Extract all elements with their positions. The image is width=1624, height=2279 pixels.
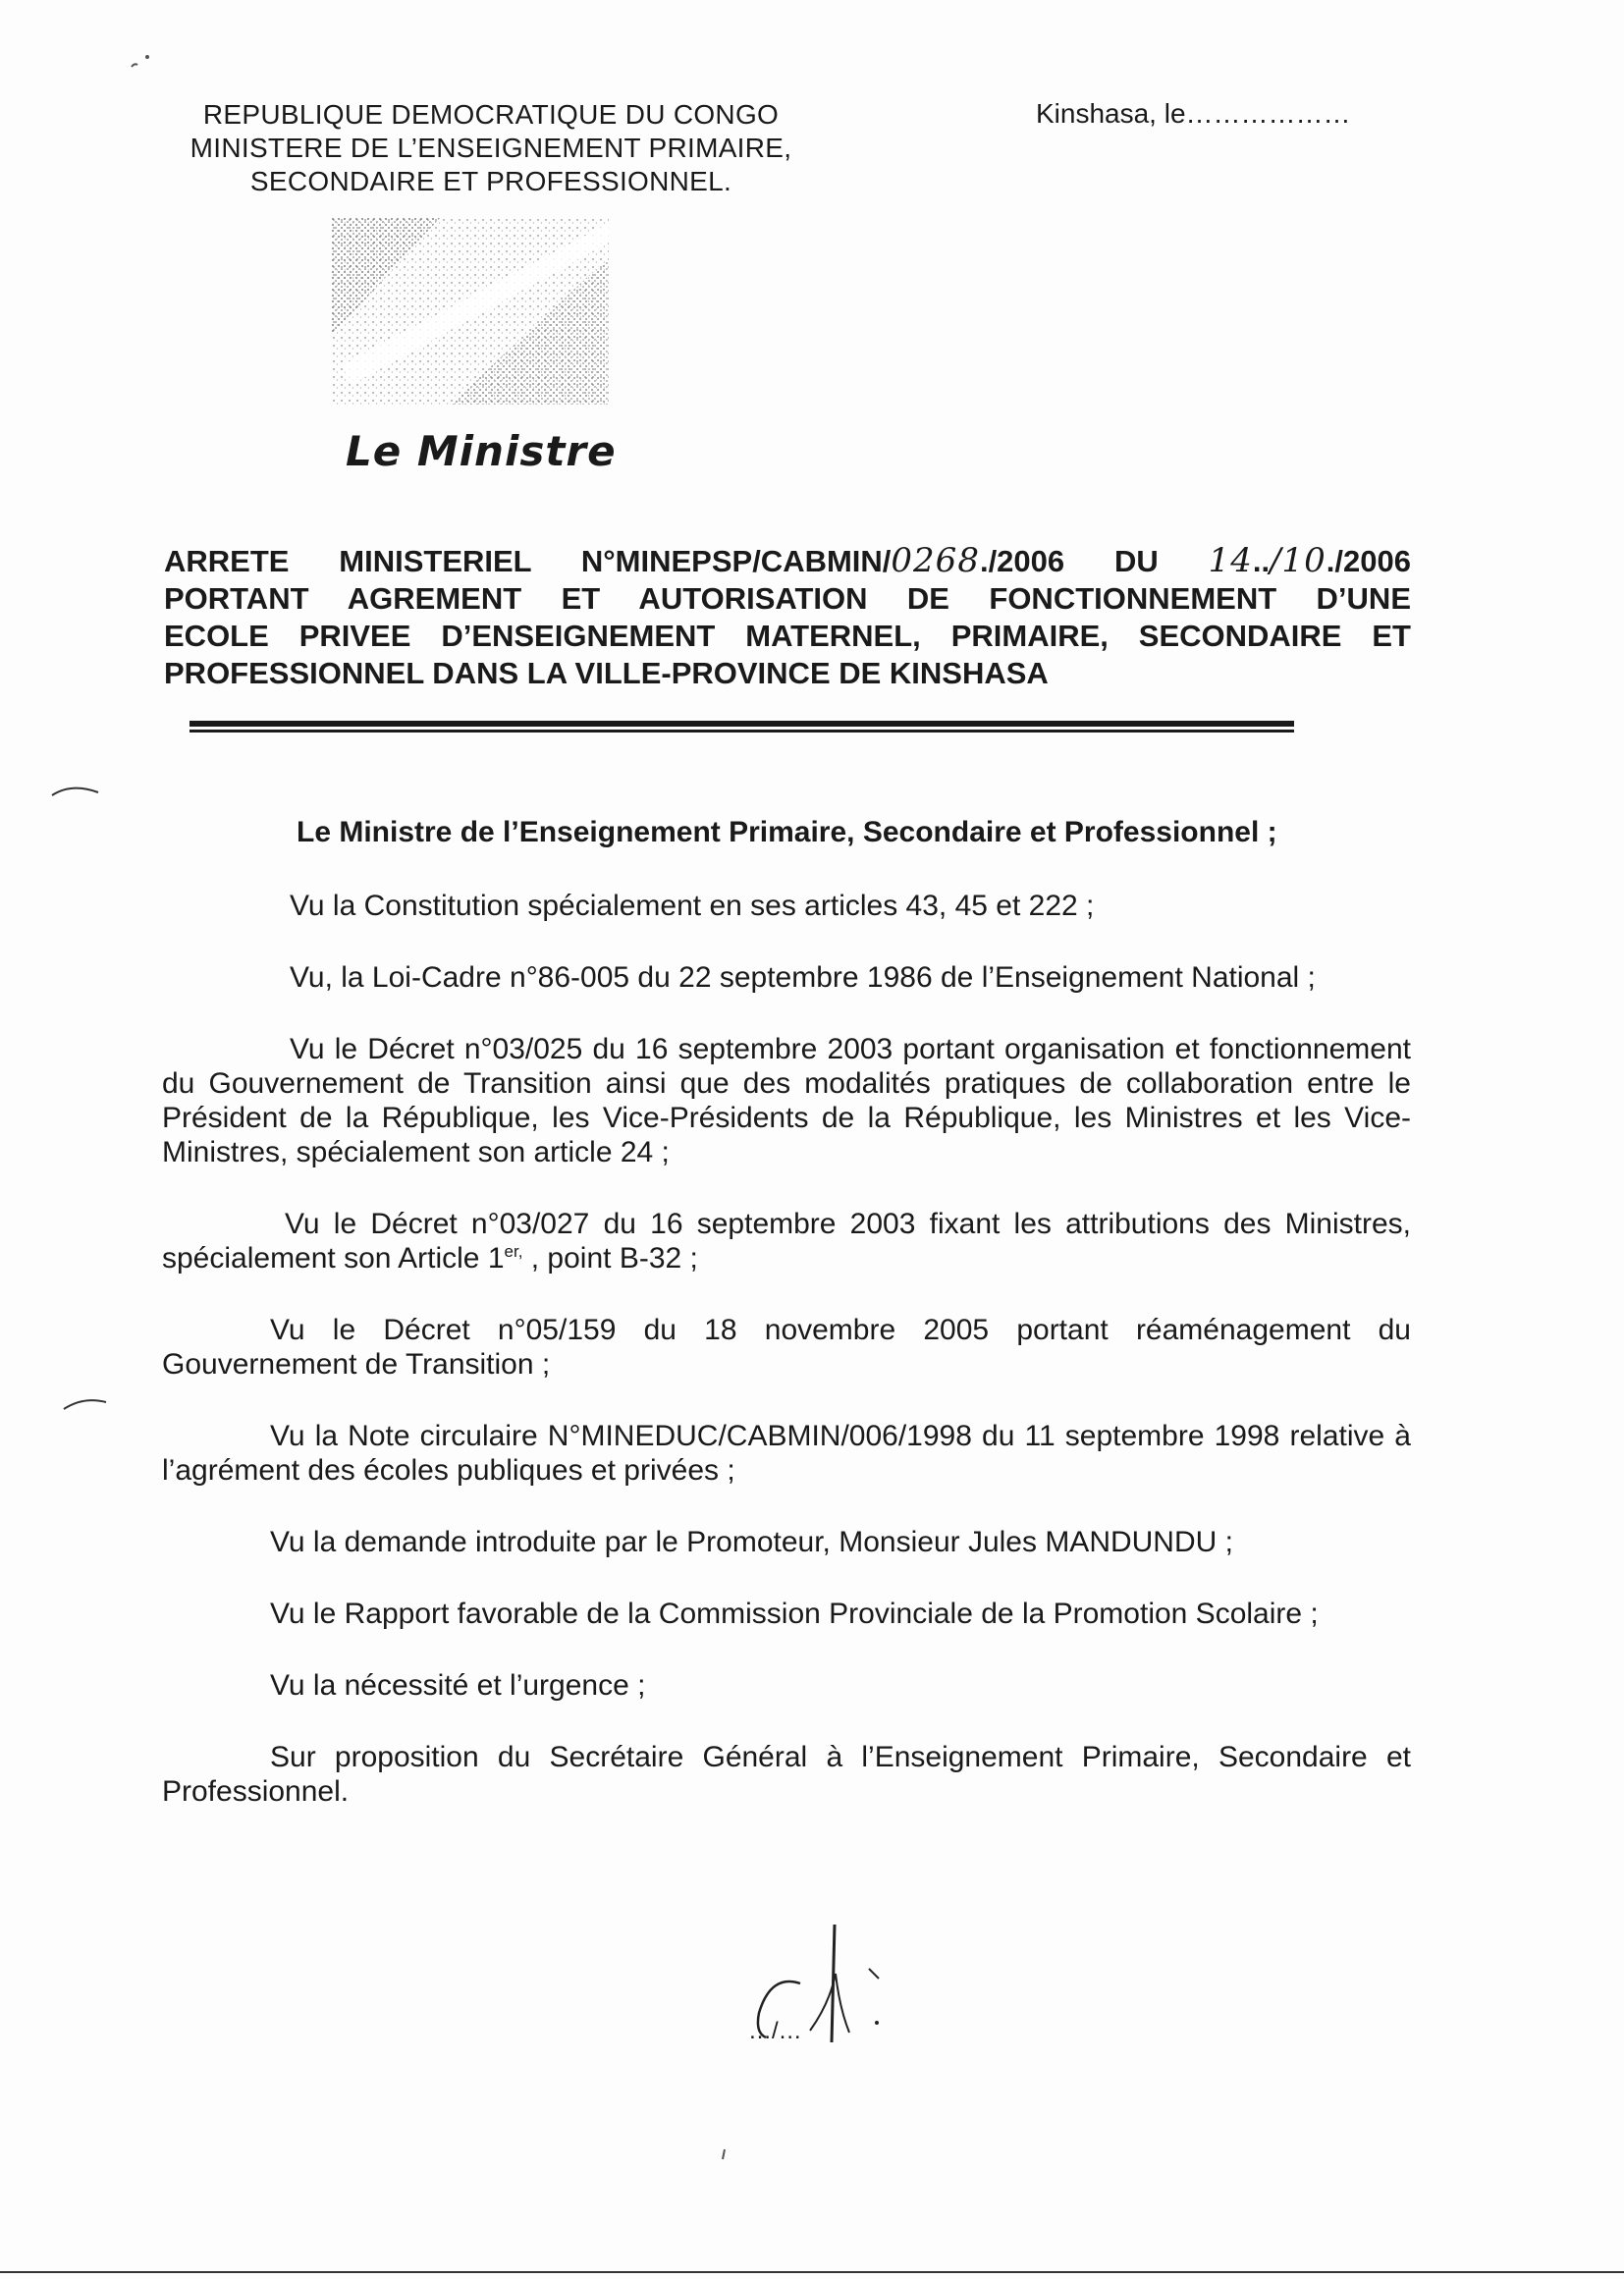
preamble-necessite: Vu la nécessité et l’urgence ; — [270, 1669, 646, 1702]
decree-title — [164, 542, 1411, 692]
title-divider-thick — [189, 721, 1294, 727]
ministry-name-line2: SECONDAIRE ET PROFESSIONNEL. — [249, 166, 732, 196]
page-continuation: …/… — [748, 2018, 802, 2044]
preamble-decret-03-027 — [162, 1207, 1411, 1275]
republic-name: REPUBLIQUE DEMOCRATIQUE DU CONGO — [202, 99, 780, 130]
decret-03-027-text: Vu le Décret n°03/027 du 16 septembre 2003 fixant les attributions des Ministres, spécialement son Article 1 — [162, 1208, 1411, 1275]
decree-date-separator: .. — [1252, 544, 1271, 578]
minister-title: Le Ministre — [346, 427, 617, 475]
issuing-authority — [157, 98, 825, 198]
decree-reference-line — [164, 542, 1411, 580]
preamble-constitution: Vu la Constitution spécialement en ses articles 43, 45 et 222 ; — [290, 890, 1095, 922]
decree-number-handwritten: 0268 — [891, 541, 980, 580]
decree-title-line4: PROFESSIONNEL DANS LA VILLE-PROVINCE DE KINSHASA — [164, 656, 1049, 690]
hole-punch-mark-bottom — [59, 1394, 118, 1414]
preamble-rapport-commission: Vu le Rapport favorable de la Commission Provinciale de la Promotion Scolaire ; — [270, 1598, 1319, 1630]
decree-title-line3: ECOLE PRIVEE D’ENSEIGNEMENT MATERNEL, PRIMAIRE, SECONDAIRE ET — [164, 619, 1411, 653]
preamble-proposition: Sur proposition du Secrétaire Général à l’Enseignement Primaire, Secondaire et Professionnel. — [162, 1741, 1411, 1808]
decret-03-027-point: , point B-32 ; — [522, 1242, 698, 1275]
hole-punch-mark-top — [47, 781, 106, 800]
decree-reference-mid: ./2006 DU — [979, 544, 1209, 578]
decree-reference-prefix: ARRETE MINISTERIEL N°MINEPSP/CABMIN/ — [164, 544, 892, 578]
decree-month-handwritten: /10 — [1270, 541, 1326, 580]
place-date: Kinshasa, le……………… — [1036, 98, 1351, 129]
scan-speck-mark — [126, 47, 165, 77]
scan-speck-mark-bottom — [717, 2145, 736, 2165]
emblem-icon — [332, 218, 609, 405]
article-superscript: er, — [504, 1242, 523, 1261]
decree-reference-suffix: ./2006 — [1326, 544, 1411, 578]
ministry-name-line1: MINISTERE DE L’ENSEIGNEMENT PRIMAIRE, — [189, 133, 792, 163]
decree-title-line2: PORTANT AGREMENT ET AUTORISATION DE FONCTIONNEMENT D’UNE — [164, 581, 1411, 616]
preamble-demande-promoteur: Vu la demande introduite par le Promoteur, Monsieur Jules MANDUNDU ; — [270, 1526, 1233, 1558]
preamble-note-circulaire: Vu la Note circulaire N°MINEDUC/CABMIN/006/1998 du 11 septembre 1998 relative à l’agrément des écoles publiques et privées ; — [162, 1420, 1411, 1487]
scan-bottom-edge — [0, 2271, 1624, 2273]
decree-preamble — [162, 815, 1411, 1809]
preamble-intro: Le Ministre de l’Enseignement Primaire, Secondaire et Professionnel ; — [297, 816, 1277, 848]
preamble-decret-03-025: Vu le Décret n°03/025 du 16 septembre 2003 portant organisation et fonctionnement du Gouvernement de Transition ainsi que des modalités pratiques de collaboration entre le Président de la République, les Vice-Présidents de la République, les Ministres et les Vice-Ministres, spécialement son article 24 ; — [162, 1033, 1411, 1168]
title-divider-thin — [189, 730, 1294, 733]
preamble-decret-05-159: Vu le Décret n°05/159 du 18 novembre 2005 portant réaménagement du Gouvernement de Transition ; — [162, 1314, 1411, 1381]
decree-day-handwritten: 14 — [1208, 541, 1253, 580]
preamble-loi-cadre: Vu, la Loi-Cadre n°86-005 du 22 septembre 1986 de l’Enseignement National ; — [290, 961, 1316, 994]
